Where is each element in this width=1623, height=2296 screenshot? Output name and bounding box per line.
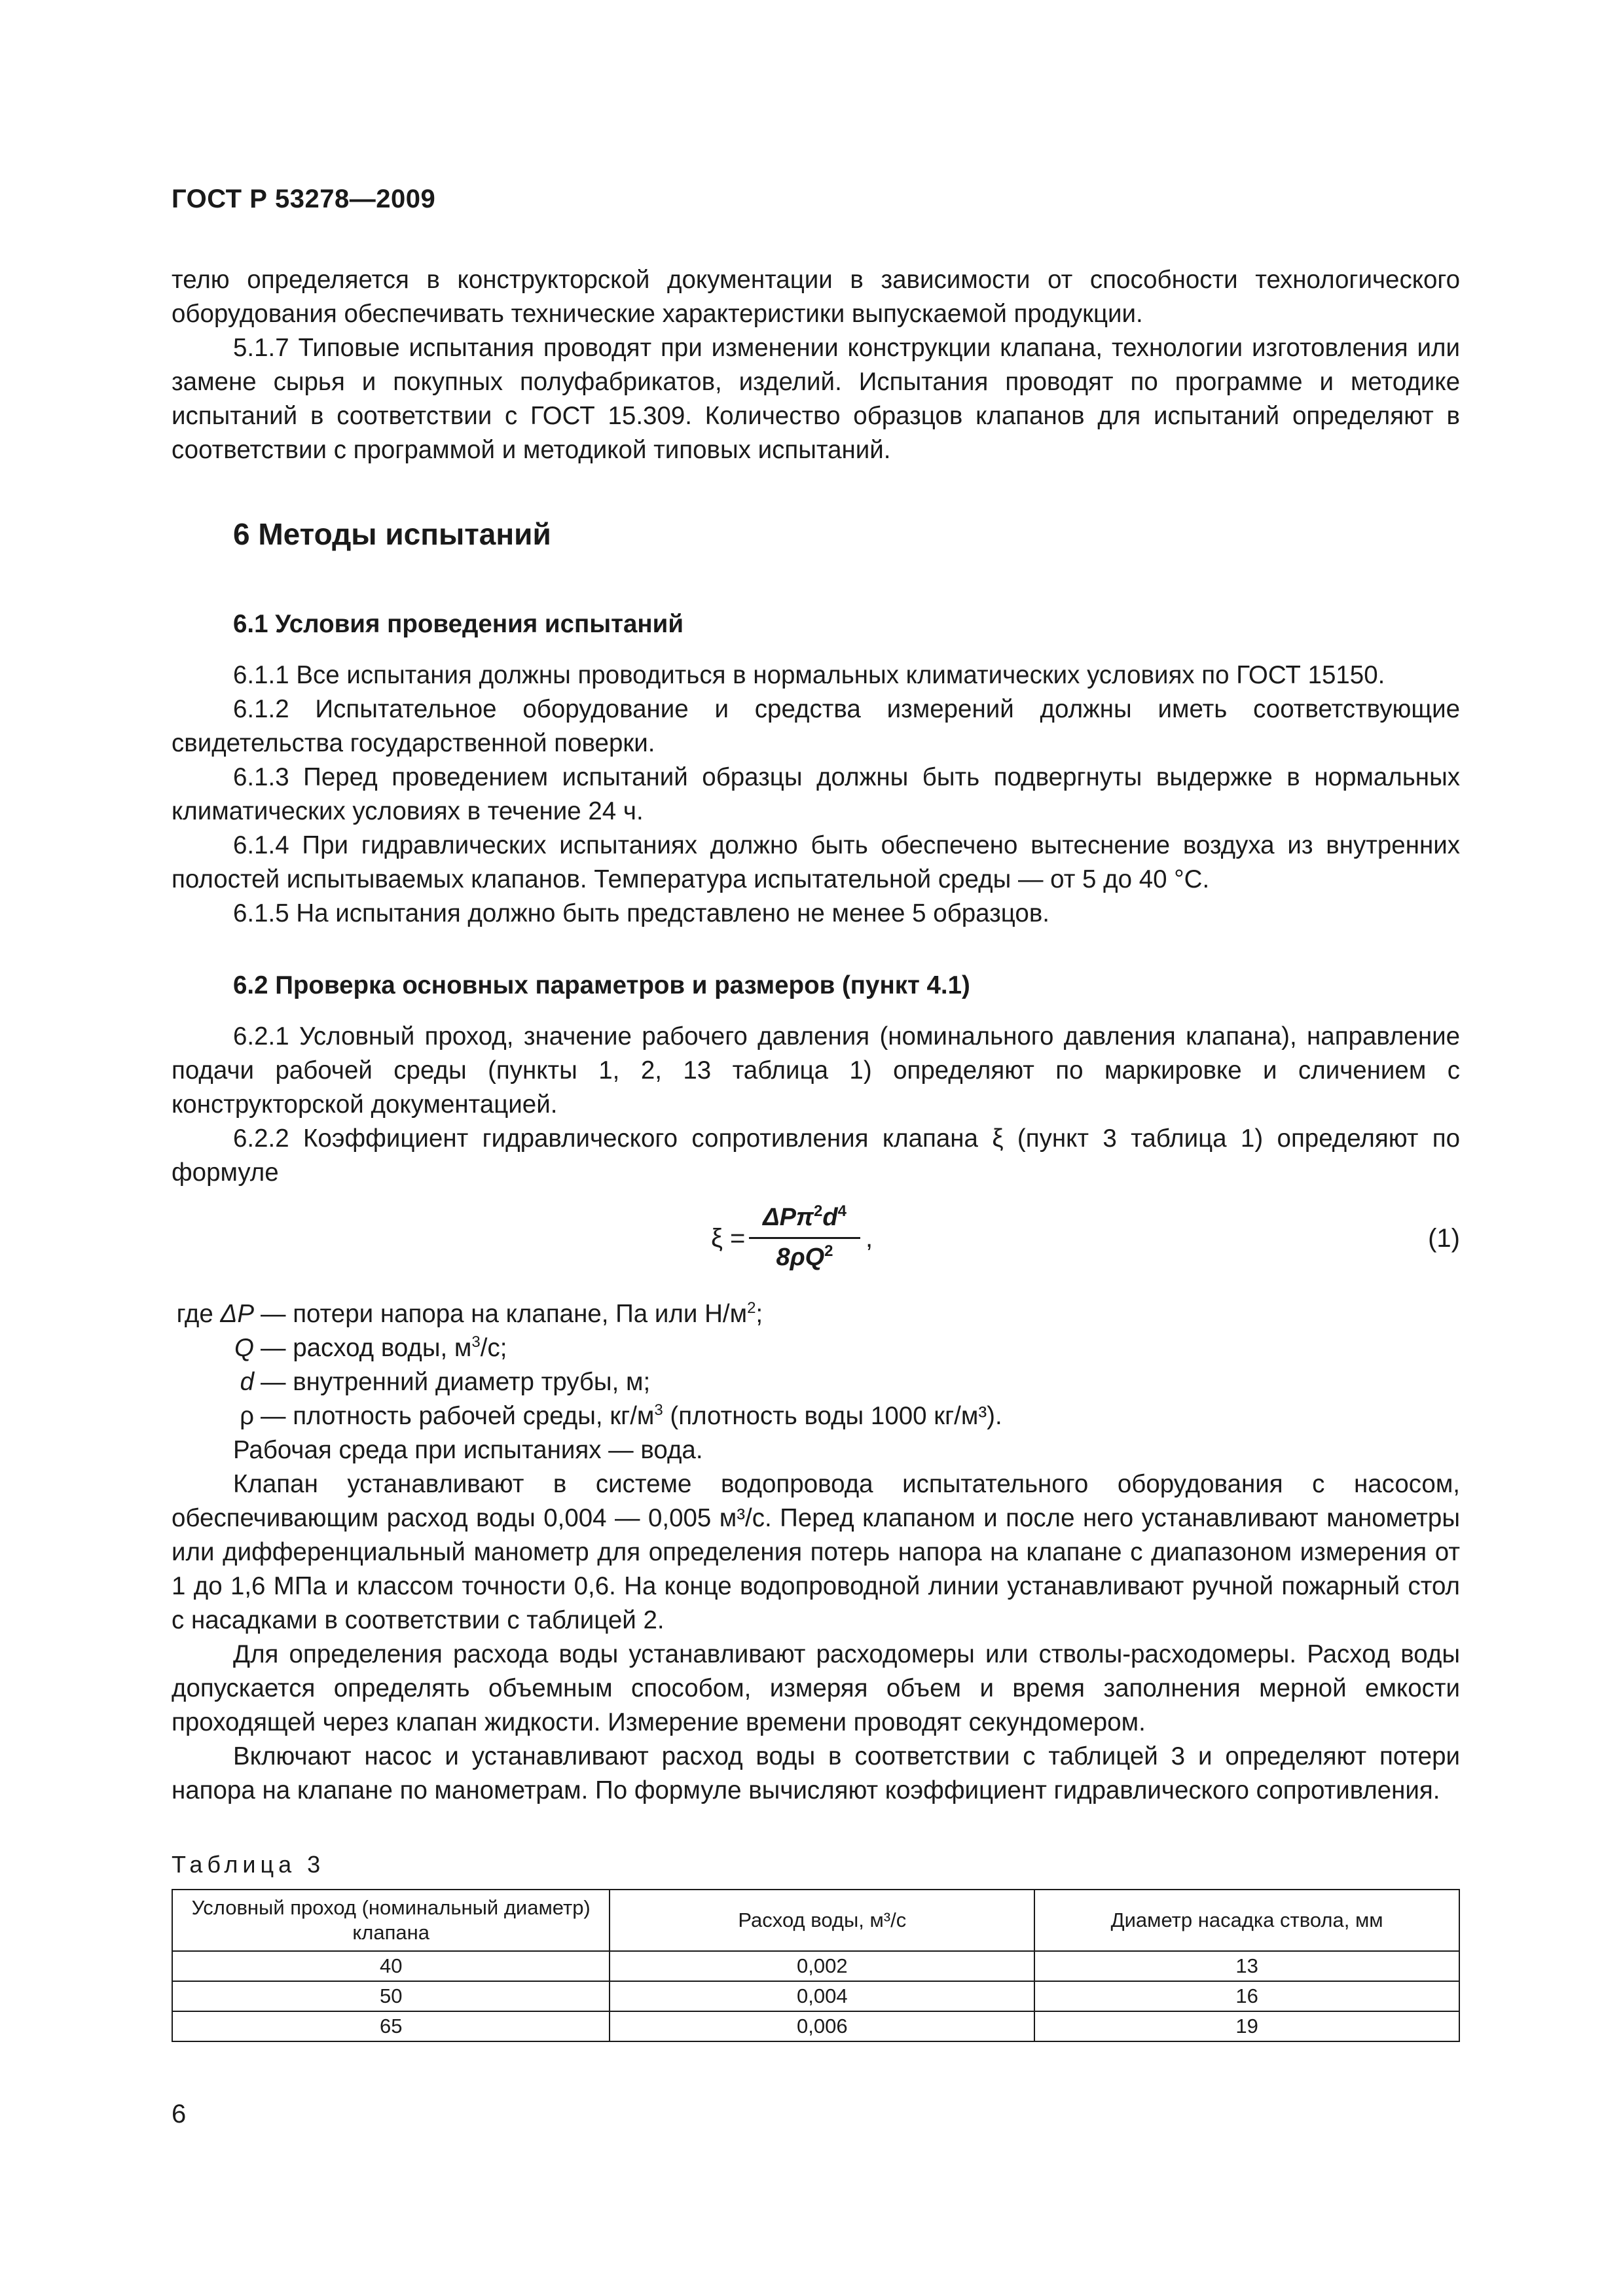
- table-cell: 13: [1034, 1951, 1459, 1981]
- definition-symbol: d: [240, 1368, 254, 1396]
- formula-definitions: [172, 1297, 1460, 1433]
- table-cell: 50: [172, 1981, 610, 2011]
- table-cell: 0,004: [610, 1981, 1034, 2011]
- definition-symbol: ρ: [240, 1402, 254, 1430]
- paragraph-6-1-1: 6.1.1 Все испытания должны проводиться в нормальных климатических условиях по ГОСТ 15150.: [233, 661, 1385, 689]
- table-cell: 40: [172, 1951, 610, 1981]
- table-3-caption: Таблица 3: [172, 1851, 325, 1878]
- table-header-row: [172, 1890, 1459, 1951]
- formula-denominator: $8\rho Q^2$: [776, 1242, 833, 1271]
- paragraph-procedure: Включают насос и устанавливают расход воды в соответствии с таблицей 3 и определяют потери напора на клапане по манометрам. По формуле вычисляют коэффициент гидравлического сопротивления.: [172, 1742, 1460, 1804]
- table-cell: 19: [1034, 2011, 1459, 2041]
- formula-1: [172, 1199, 1460, 1278]
- definition-symbol: ΔP: [220, 1300, 254, 1328]
- table-row: [172, 1981, 1459, 2011]
- page-number: 6: [172, 2100, 187, 2128]
- definition-row: [172, 1365, 1460, 1399]
- definition-row: где ΔP — потери напора на клапане, Па или $Н/м^2$;: [176, 1299, 763, 1328]
- table-cell: 0,002: [610, 1951, 1034, 1981]
- formula-lhs: ξ =: [711, 1224, 746, 1253]
- paragraph-flow-measurement: Для определения расхода воды устанавливают расходомеры или стволы-расходомеры. Расход воды допускается определять объемным способом, измеряя объем и время заполнения мерной емкости проходящей через клапан жидкости. Измерение времени проводят секундомером.: [172, 1640, 1460, 1736]
- table-cell: 65: [172, 2011, 610, 2041]
- paragraph-5-1-7: 5.1.7 Типовые испытания проводят при изменении конструкции клапана, технологии изготовления или замене сырья и покупных полуфабрикатов, изделий. Испытания проводят по программе и методике испытаний в соответствии с ГОСТ 15.309. Количество образцов клапанов для испытаний определяют в соответствии с программой и методикой типовых испытаний.: [172, 334, 1460, 464]
- section-6-title: 6 Методы испытаний: [233, 517, 551, 551]
- table-cell: 0,006: [610, 2011, 1034, 2041]
- definition-symbol: Q: [234, 1334, 254, 1362]
- paragraph-6-1-5: 6.1.5 На испытания должно быть представлено не менее 5 образцов.: [233, 899, 1049, 927]
- paragraph-medium: Рабочая среда при испытаниях — вода.: [233, 1436, 703, 1464]
- paragraph-continuation: телю определяется в конструкторской документации в зависимости от способности технологического оборудования обеспечивать технические характеристики выпускаемой продукции.: [172, 266, 1460, 328]
- definition-row: ρ — плотность рабочей среды, $кг/м^3$ (плотность воды 1000 кг/м³).: [240, 1401, 1002, 1430]
- table-header-cell: Расход воды, м³/с: [610, 1890, 1034, 1951]
- subsection-6-1-title: 6.1 Условия проведения испытаний: [233, 610, 684, 638]
- formula-comma: ,: [866, 1224, 873, 1253]
- document-body: [172, 263, 1460, 2042]
- definition-prefix: где: [176, 1300, 221, 1328]
- formula-numerator: $\Delta P\pi^2d^4$: [749, 1199, 860, 1239]
- document-header: ГОСТ Р 53278—2009: [172, 185, 436, 213]
- table-header-cell: Условный проход (номинальный диаметр) клапана: [172, 1890, 610, 1951]
- table-row: [172, 1951, 1459, 1981]
- definition-text: — расход воды, м: [261, 1334, 472, 1362]
- paragraph-installation: Клапан устанавливают в системе водопровода испытательного оборудования с насосом, обеспечивающим расход воды 0,004 — 0,005 м³/с. Перед клапаном и после него устанавливают манометры или дифференциальный манометр для определения потерь напора на клапане с диапазоном измерения от 1 до 1,6 МПа и классом точности 0,6. На конце водопроводной линии устанавливают ручной пожарный стол с насадками в соответствии с таблицей 2.: [172, 1470, 1460, 1634]
- definition-row: Q — расход воды, $м^3/с$;: [234, 1333, 507, 1362]
- paragraph-6-1-4: 6.1.4 При гидравлических испытаниях должно быть обеспечено вытеснение воздуха из внутренних полостей испытываемых клапанов. Температура испытательной среды — от 5 до 40 °С.: [172, 831, 1460, 893]
- table-3: [172, 1889, 1460, 2042]
- formula-fraction: [749, 1199, 860, 1276]
- definition-text: — потери напора на клапане, Па или Н/м: [261, 1300, 748, 1328]
- paragraph-6-1-3: 6.1.3 Перед проведением испытаний образцы должны быть подвергнуты выдержке в нормальных климатических условиях в течение 24 ч.: [172, 763, 1460, 825]
- table-header-cell: Диаметр насадка ствола, мм: [1034, 1890, 1459, 1951]
- paragraph-6-2-1: 6.2.1 Условный проход, значение рабочего давления (номинального давления клапана), направление подачи рабочей среды (пункты 1, 2, 13 таблица 1) определяют по маркировке и сличением с конструкторской документацией.: [172, 1022, 1460, 1119]
- subsection-6-2-title: 6.2 Проверка основных параметров и размеров (пункт 4.1): [233, 971, 970, 999]
- definition-text: — плотность рабочей среды, кг/м: [261, 1402, 655, 1430]
- definition-text: — внутренний диаметр трубы, м;: [261, 1368, 651, 1396]
- table-cell: 16: [1034, 1981, 1459, 2011]
- formula-number: (1): [1428, 1224, 1460, 1253]
- paragraph-6-2-2: 6.2.2 Коэффициент гидравлического сопротивления клапана ξ (пункт 3 таблица 1) определяют по формуле: [172, 1124, 1460, 1187]
- paragraph-6-1-2: 6.1.2 Испытательное оборудование и средства измерений должны иметь соответствующие свидетельства государственной поверки.: [172, 695, 1460, 757]
- table-row: [172, 2011, 1459, 2041]
